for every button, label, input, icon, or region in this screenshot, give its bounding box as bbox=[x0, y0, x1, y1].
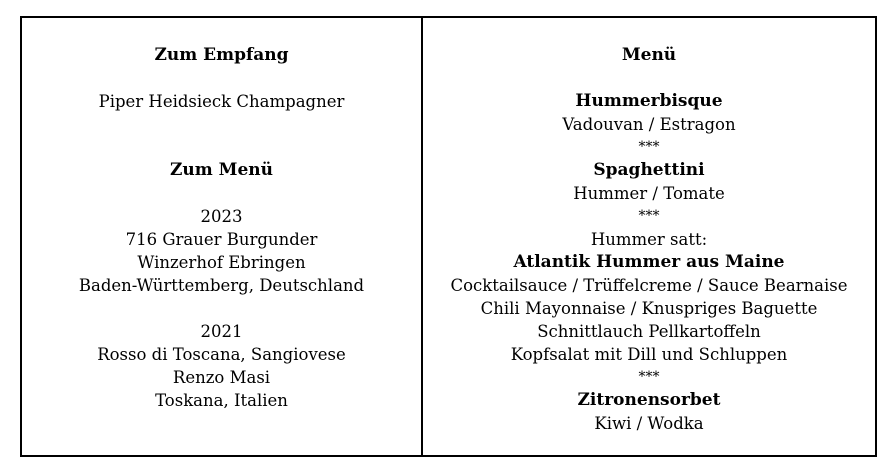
course4-title: Zitronensorbet bbox=[577, 390, 721, 410]
separator: *** bbox=[638, 139, 660, 155]
menu-wines-heading: Zum Menü bbox=[169, 160, 274, 180]
separator: *** bbox=[638, 208, 660, 224]
course3-item: Schnittlauch Pellkartoffeln bbox=[537, 322, 761, 341]
course3-item: Cocktailsauce / Trüffelcreme / Sauce Bearnaise bbox=[450, 276, 848, 295]
wine1-name: 716 Grauer Burgunder bbox=[125, 230, 318, 249]
wine2-producer: Renzo Masi bbox=[172, 368, 271, 387]
menu-table bbox=[20, 16, 877, 457]
course3-item: Chili Mayonnaise / Knuspriges Baguette bbox=[480, 299, 818, 318]
welcome-drink: Piper Heidsieck Champagner bbox=[98, 92, 345, 111]
course1-desc: Vadouvan / Estragon bbox=[562, 115, 736, 134]
separator: *** bbox=[638, 369, 660, 385]
course2-desc: Hummer / Tomate bbox=[573, 184, 725, 203]
courses-column bbox=[422, 17, 876, 456]
wine1-producer: Winzerhof Ebringen bbox=[137, 253, 306, 272]
course3-intro: Hummer satt: bbox=[590, 230, 708, 249]
drinks-column bbox=[21, 17, 422, 456]
welcome-heading: Zum Empfang bbox=[154, 45, 289, 65]
course2-title: Spaghettini bbox=[593, 160, 705, 180]
course3-item: Kopfsalat mit Dill und Schluppen bbox=[510, 345, 788, 364]
course3-title: Atlantik Hummer aus Maine bbox=[513, 252, 785, 272]
course4-desc: Kiwi / Wodka bbox=[594, 414, 704, 433]
course1-title: Hummerbisque bbox=[575, 91, 723, 111]
wine2-region: Toskana, Italien bbox=[155, 391, 288, 410]
wine1-region: Baden-Württemberg, Deutschland bbox=[78, 276, 365, 295]
wine2-name: Rosso di Toscana, Sangiovese bbox=[97, 345, 346, 364]
wine2-year: 2021 bbox=[200, 322, 243, 341]
menu-heading: Menü bbox=[621, 45, 677, 65]
wine1-year: 2023 bbox=[200, 207, 243, 226]
